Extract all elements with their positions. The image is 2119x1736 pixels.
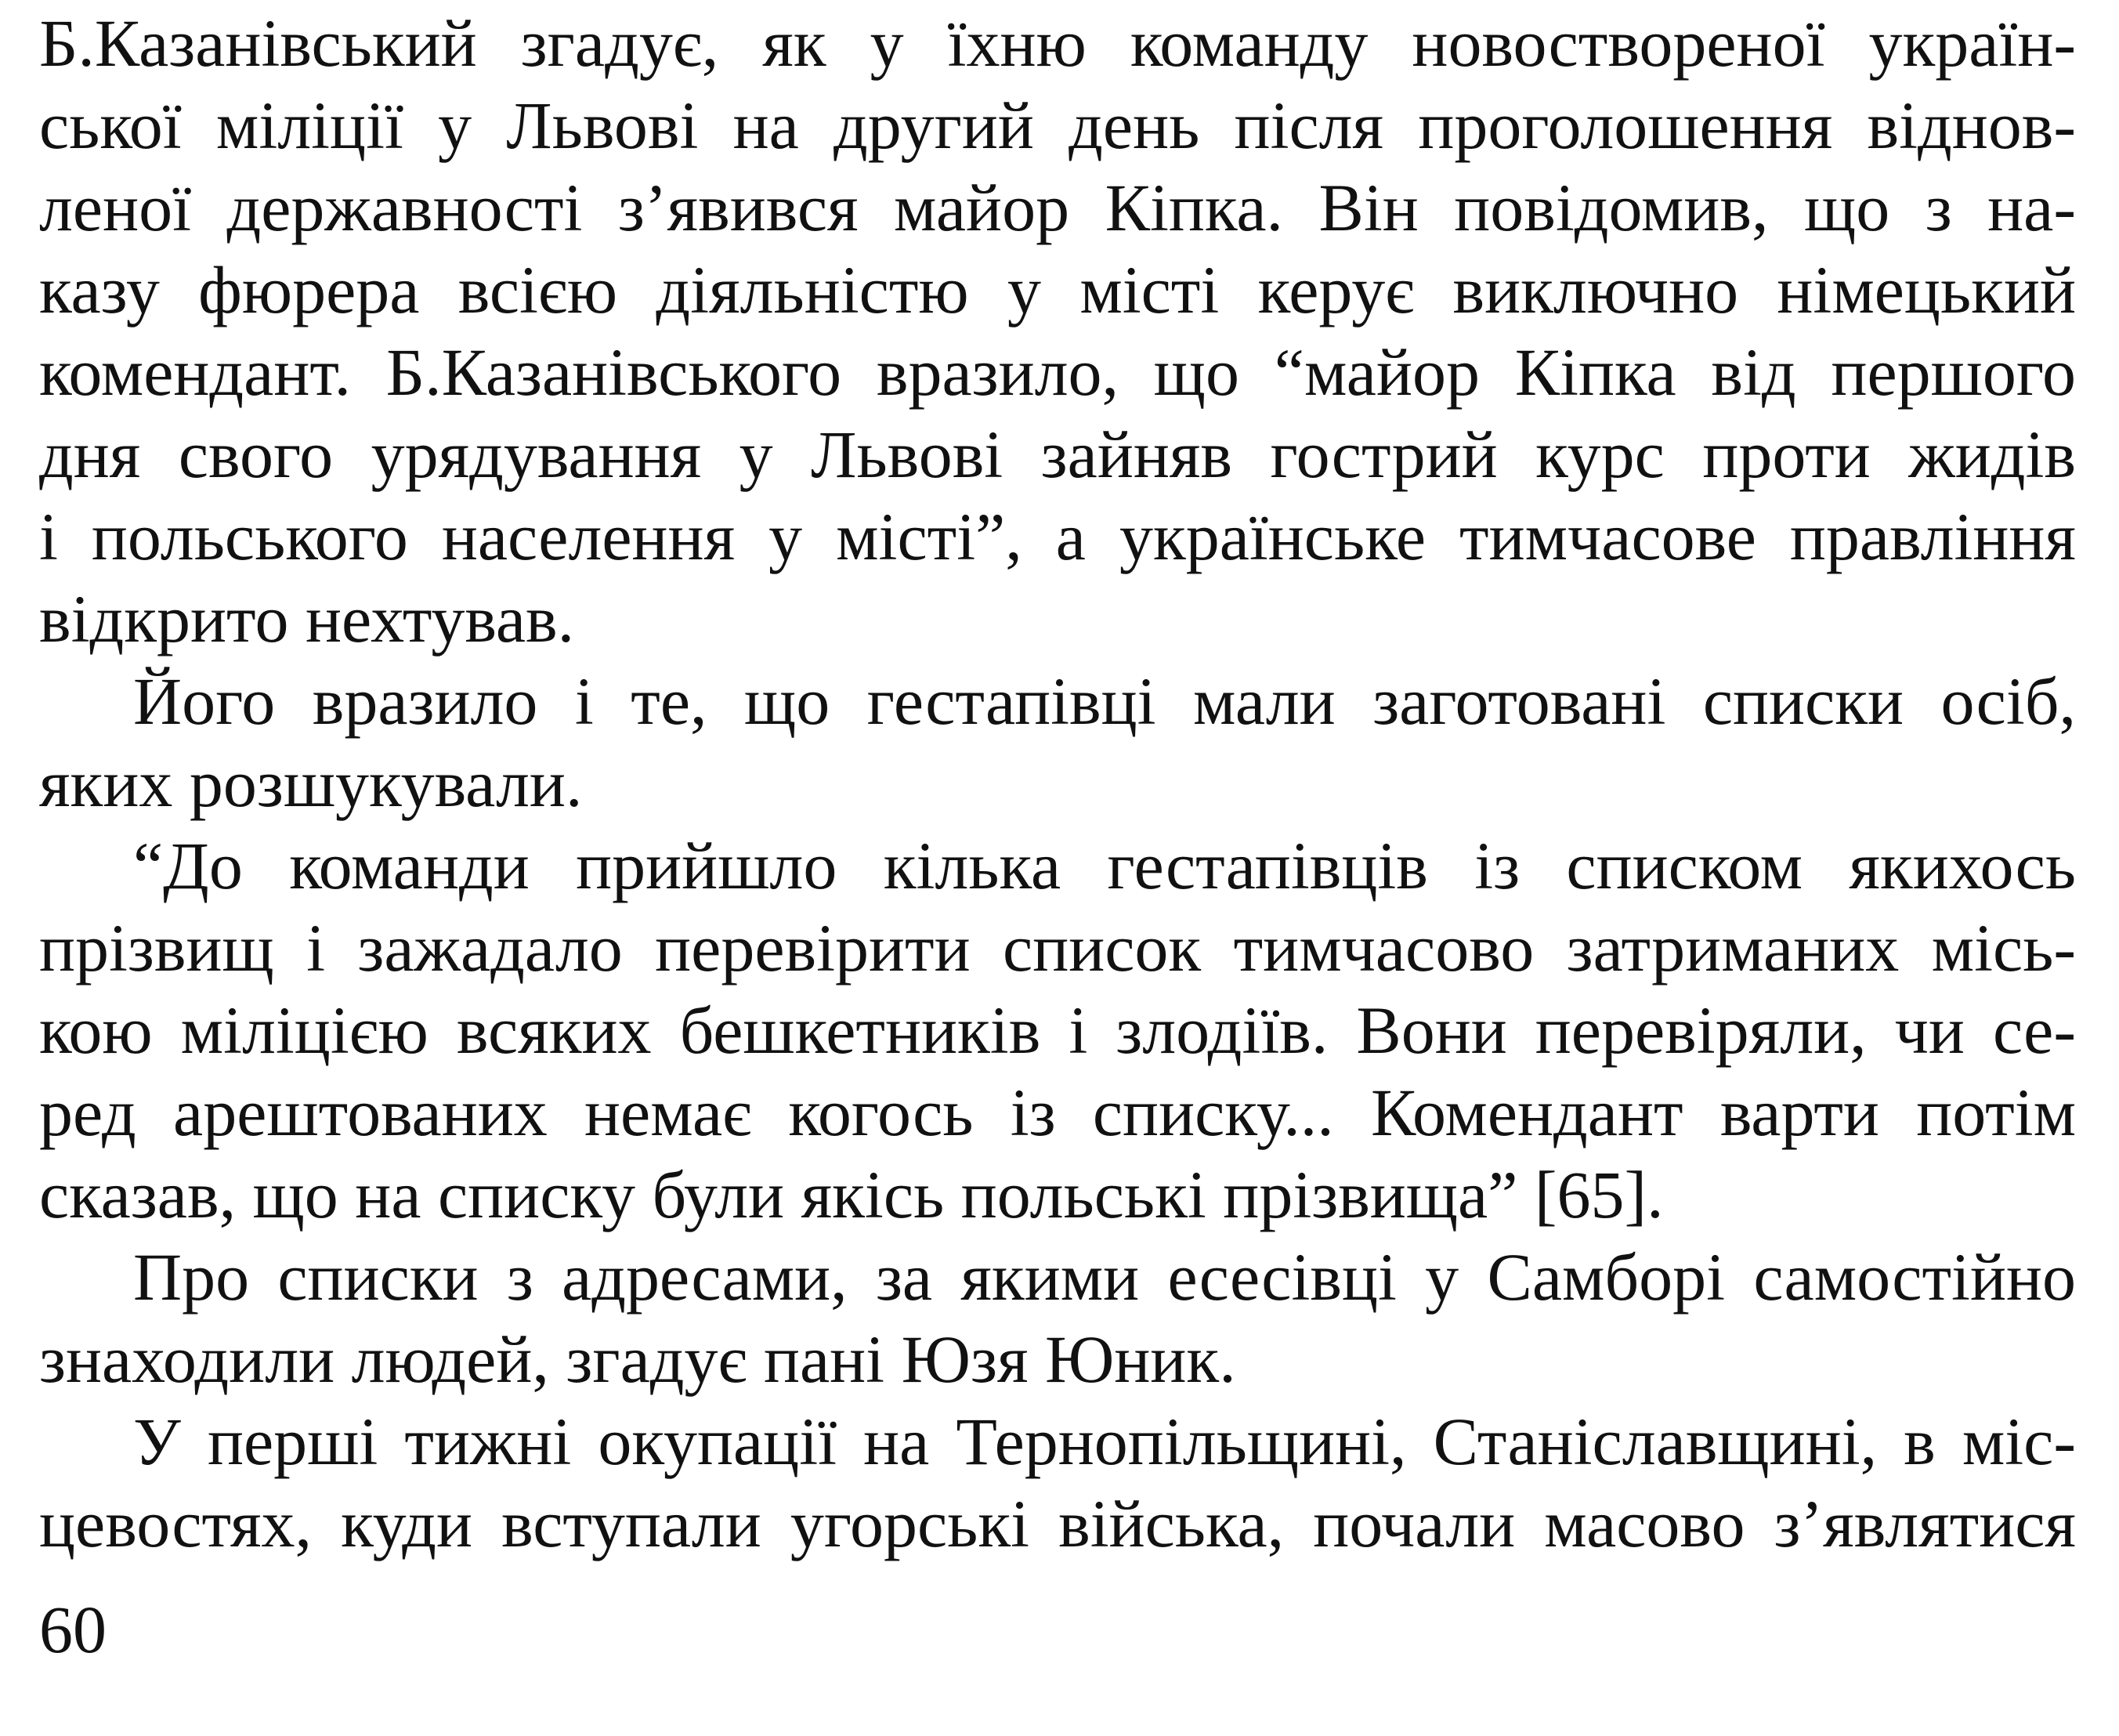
text-line: ської міліції у Львові на другий день після проголошення віднов- [39,88,2076,163]
text-line: дня свого урядування у Львові зайняв гострий курс проти жидів [39,417,2076,492]
text-line: леної державності з’явився майор Кіпка. Він повідомив, що з на- [39,170,2076,245]
text-line: У перші тижні окупації на Тернопільщині, Станіславщині, в міс- [133,1404,2076,1479]
text-line: цевостях, куди вступали угорські війська, почали масово з’являтися [39,1486,2076,1561]
text-line: прізвищ і зажадало перевірити список тимчасово затриманих місь- [39,910,2076,986]
page-number: 60 [39,1592,107,1667]
text-line: відкрито нехтував. [39,581,575,656]
text-line: сказав, що на списку були якісь польські прізвища” [65]. [39,1157,1664,1232]
text-line: казу фюрера всією діяльністю у місті керує виключно німецький [39,252,2076,327]
text-line: “До команди прийшло кілька гестапівців із списком якихось [133,828,2076,903]
text-line: і польського населення у місті”, а українське тимчасове правління [39,499,2076,574]
text-line: кою міліцією всяких бешкетників і злодіїв. Вони перевіряли, чи се- [39,993,2076,1068]
book-page [39,0,2076,1736]
text-line: ред арештованих немає когось із списку... Комендант варти потім [39,1075,2076,1150]
text-line: знаходили людей, згадує пані Юзя Юник. [39,1322,1236,1397]
text-line: Б.Казанівський згадує, як у їхню команду новоствореної україн- [39,5,2076,81]
text-line: Його вразило і те, що гестапівці мали заготовані списки осіб, [133,664,2076,739]
text-line: комендант. Б.Казанівського вразило, що “майор Кіпка від першого [39,335,2076,410]
text-line: Про списки з адресами, за якими есесівці у Самборі самостійно [133,1239,2076,1315]
text-line: яких розшукували. [39,746,583,821]
